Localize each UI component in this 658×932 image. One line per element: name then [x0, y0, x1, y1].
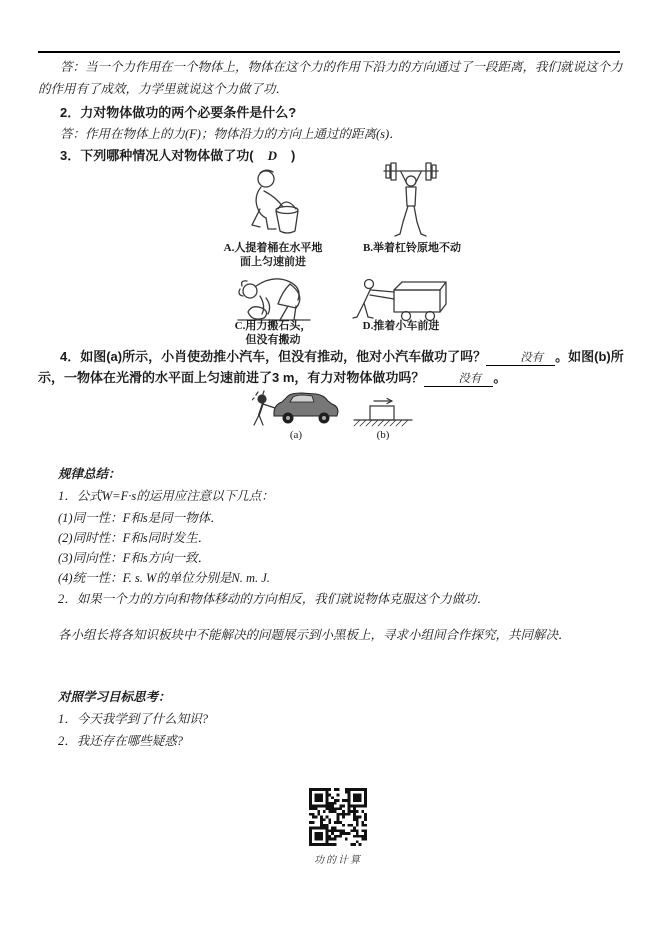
question-4: [38, 346, 628, 388]
qr-caption: 功的计算: [314, 855, 362, 866]
question-3-close: ): [290, 148, 296, 163]
summary-sub-3: (3)同向性：F和s方向一致．: [58, 551, 211, 565]
figure-a-car-push-illustration: [252, 390, 340, 430]
summary-item-1: 1．公式W=F·s的运用应注意以下几点：: [58, 489, 274, 503]
question-4-part2: 。如图(b)所示，一物体在光滑的水平面上匀速前进了3 m，有力对物体做功吗？: [38, 349, 624, 385]
top-rule: [38, 51, 620, 53]
figure-a-person-bucket-illustration: [238, 167, 314, 241]
summary-sub-1: (1)同一性：F和s是同一物体．: [58, 511, 223, 525]
figure-d-caption-line1: D.推着小车前进: [362, 320, 440, 332]
figure-b-caption-line1: B.举着杠铃原地不动: [362, 242, 462, 254]
group-work-note: 各小组长将各知识板块中不能解决的问题展示到小黑板上，寻求小组间合作探究，共同解决．: [58, 628, 571, 642]
reflect-heading: 对照学习目标思考：: [58, 690, 171, 704]
figure-a-caption-line1: A.人提着桶在水平地: [223, 242, 323, 254]
question-4-blank-1: 没有: [486, 351, 555, 366]
answer-paragraph-2: 答：作用在物体上的力(F)；物体沿力的方向上通过的距离(s)．: [60, 127, 402, 141]
summary-heading: 规律总结：: [58, 467, 121, 481]
reflect-question-2: 2．我还存在哪些疑惑?: [58, 734, 184, 748]
figure-b-weightlifter-illustration: [383, 162, 439, 241]
figure-c-caption-line1: C.用力搬石头，: [234, 320, 312, 332]
summary-item-2: 2．如果一个力的方向和物体移动的方向相反，我们就说物体克服这个力做功．: [58, 592, 490, 606]
question-3-answer: D: [267, 148, 277, 163]
summary-sub-2: (2)同时性：F和s同时发生．: [58, 531, 211, 545]
figure-a-caption: [218, 242, 328, 269]
figure-c-caption: [218, 320, 328, 347]
question-4-part1: 4．如图(a)所示，小肖使劲推小汽车，但没有推动，他对小汽车做功了吗？: [60, 349, 487, 364]
figure-d-caption: [346, 320, 456, 334]
figure-b-label: (b): [376, 429, 390, 441]
figure-c-stone-illustration: [236, 274, 314, 322]
figure-d-cart-illustration: [352, 277, 448, 323]
question-4-part3: 。: [493, 370, 507, 385]
figure-a-caption-line2: 面上匀速前进: [240, 255, 306, 268]
qr-code: [309, 788, 367, 846]
figure-b-block-illustration: [352, 396, 414, 430]
figure-a-label: (a): [289, 429, 303, 441]
question-3: [38, 145, 628, 166]
summary-sub-4: (4)统一性：F. s. W的单位分别是N. m. J.: [58, 571, 270, 585]
question-2: 2．力对物体做功的两个必要条件是什么?: [60, 105, 297, 120]
answer-paragraph-1: 答：当一个力作用在一个物体上，物体在这个力的作用下沿力的方向通过了一段距离，我们就说这个力的作用有了成效，力学里就说这个力做了功．: [38, 60, 623, 96]
question-3-text: 3．下列哪种情况人对物体做了功(: [60, 148, 254, 163]
figure-c-caption-line2: 但没有搬动: [245, 333, 301, 346]
figure-b-caption: [357, 242, 467, 256]
reflect-question-1: 1．今天我学到了什么知识?: [58, 712, 209, 726]
question-4-blank-2: 没有: [424, 372, 493, 387]
